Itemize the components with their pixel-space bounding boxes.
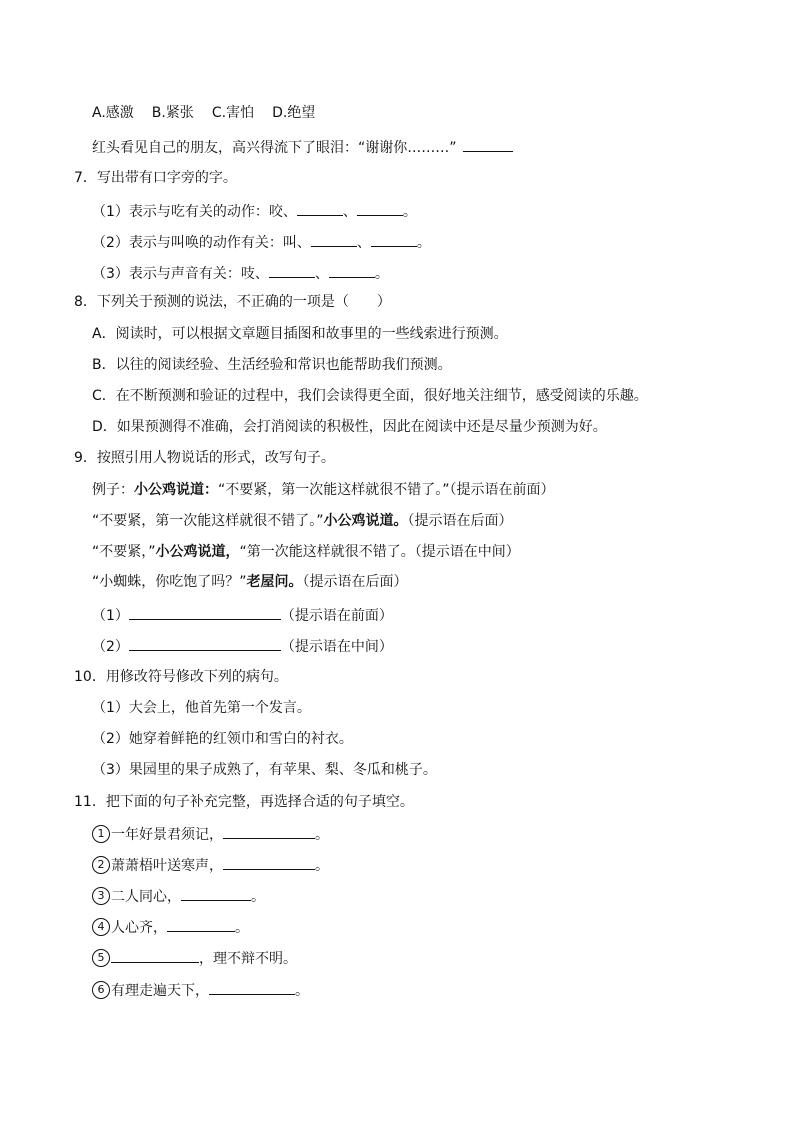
q11-item-6 [92, 980, 309, 1000]
q8-option-b: B．以往的阅读经验、生活经验和常识也能帮助我们预测。 [92, 357, 452, 373]
q9-example-1 [92, 481, 555, 499]
q7-item-2-blank-b[interactable] [371, 232, 417, 247]
q9-ans1-blank[interactable] [129, 605, 281, 620]
q8-title: 8．下列关于预测的说法，不正确的一项是（ ） [74, 294, 391, 310]
q11-item-3-after: 。 [251, 889, 265, 905]
q7-item-1 [92, 201, 417, 221]
q9-ex4-quote: “小蜘蛛，你吃饱了吗？” [92, 574, 247, 590]
q11-title: 11．把下面的句子补充完整，再选择合适的句子填空。 [74, 794, 414, 810]
q11-item-4-before: 人心齐， [111, 920, 167, 936]
q11-item-5-blank[interactable] [111, 948, 199, 963]
q6-option-d: D.绝望 [272, 105, 316, 121]
q7-item-1-prefix: （1）表示与吃有关的动作：咬、 [92, 204, 297, 220]
circled-number-5: 5 [92, 949, 110, 967]
q7-item-2-blank-a[interactable] [311, 232, 357, 247]
q11-item-1 [92, 824, 329, 844]
q11-item-3 [92, 886, 265, 906]
q9-example-2 [92, 512, 513, 530]
q6-option-b: B.紧张 [151, 105, 194, 121]
q7-item-3-blank-b[interactable] [329, 263, 375, 278]
q7-item-3-sep: 、 [314, 266, 329, 282]
q9-example-label: 例子： [92, 482, 134, 498]
q9-ex2-hint: （提示语在后面） [407, 513, 513, 529]
q9-ex3-quote1: “不要紧，” [92, 544, 156, 560]
q7-item-1-blank-a[interactable] [297, 201, 343, 216]
q11-item-1-blank[interactable] [223, 824, 315, 839]
q11-item-5-after: ，理不辩不明。 [199, 951, 297, 967]
q8-option-d: D．如果预测得不准确，会打消阅读的积极性，因此在阅读中还是尽量少预测为好。 [92, 419, 607, 435]
q9-ex3-speaker: 小公鸡说道， [155, 544, 240, 560]
q9-answer-1 [92, 605, 393, 625]
q11-item-4-after: 。 [235, 920, 249, 936]
q7-title: 7．写出带有口字旁的字。 [74, 170, 237, 186]
q9-answer-2 [92, 636, 393, 656]
circled-number-3: 3 [92, 887, 110, 905]
q7-item-2-sep: 、 [356, 235, 371, 251]
q7-item-2-end: 。 [416, 235, 431, 251]
q9-ans2-blank[interactable] [129, 636, 281, 651]
q10-item-2: （2）她穿着鲜艳的红领巾和雪白的衬衣。 [92, 731, 353, 747]
q6-sentence: 红头看见自己的朋友，高兴得流下了眼泪：“谢谢你………” [92, 140, 457, 156]
q7-item-2 [92, 232, 431, 252]
q11-item-2-after: 。 [315, 858, 329, 874]
q7-item-3-blank-a[interactable] [269, 263, 315, 278]
circled-number-4: 4 [92, 918, 110, 936]
q9-ex1-rest: “不要紧，第一次能这样就很不错了。”（提示语在前面） [218, 482, 555, 498]
circled-number-1: 1 [92, 825, 110, 843]
q6-option-a: A.感激 [92, 105, 134, 121]
q11-item-3-blank[interactable] [181, 886, 251, 901]
q6-sentence-line [92, 137, 513, 157]
q11-item-3-before: 二人同心， [111, 889, 181, 905]
q7-item-3 [92, 263, 389, 283]
q11-item-6-before: 有理走遍天下， [111, 983, 209, 999]
q6-answer-blank[interactable] [463, 137, 513, 152]
q8-option-c: C．在不断预测和验证的过程中，我们会读得更全面，很好地关注细节，感受阅读的乐趣。 [92, 388, 648, 404]
q6-option-c: C.害怕 [211, 105, 255, 121]
q11-item-6-after: 。 [295, 983, 309, 999]
q9-ans2-label: （2） [92, 639, 129, 655]
q8-option-a: A．阅读时，可以根据文章题目插图和故事里的一些线索进行预测。 [92, 326, 508, 342]
q9-ex4-speaker: 老屋问。 [246, 574, 303, 590]
q10-item-1: （1）大会上，他首先第一个发言。 [92, 700, 311, 716]
q7-item-1-sep: 、 [342, 204, 357, 220]
q7-item-1-end: 。 [402, 204, 417, 220]
q9-ex1-speaker: 小公鸡说道： [134, 482, 218, 498]
q11-item-2-before: 萧萧梧叶送寒声， [111, 858, 223, 874]
q11-item-2 [92, 855, 329, 875]
q11-item-1-before: 一年好景君须记， [111, 827, 223, 843]
q10-item-3: （3）果园里的果子成熟了，有苹果、梨、冬瓜和桃子。 [92, 762, 437, 778]
q6-options [92, 104, 315, 122]
q9-ans2-hint: （提示语在中间） [280, 639, 393, 655]
q11-item-2-blank[interactable] [223, 855, 315, 870]
q7-item-3-prefix: （3）表示与声音有关：吱、 [92, 266, 269, 282]
q7-item-3-end: 。 [374, 266, 389, 282]
q11-item-4-blank[interactable] [167, 917, 235, 932]
q9-example-4 [92, 573, 408, 591]
q7-item-2-prefix: （2）表示与叫唤的动作有关：叫、 [92, 235, 311, 251]
circled-number-6: 6 [92, 981, 110, 999]
q9-ex3-quote2: “第一次能这样就很不错了。（提示语在中间） [239, 544, 520, 560]
q11-item-5 [92, 948, 297, 968]
q11-item-4 [92, 917, 249, 937]
q11-item-1-after: 。 [315, 827, 329, 843]
q9-ans1-hint: （提示语在前面） [280, 608, 393, 624]
q11-item-6-blank[interactable] [209, 980, 295, 995]
q9-example-3 [92, 543, 520, 561]
circled-number-2: 2 [92, 856, 110, 874]
q9-title: 9．按照引用人物说话的形式，改写句子。 [74, 450, 335, 466]
q10-title: 10．用修改符号修改下列的病句。 [74, 669, 288, 685]
q9-ex4-hint: （提示语在后面） [302, 574, 408, 590]
q9-ex2-quote: “不要紧，第一次能这样就很不错了。” [92, 513, 324, 529]
q9-ans1-label: （1） [92, 608, 129, 624]
q7-item-1-blank-b[interactable] [357, 201, 403, 216]
q9-ex2-speaker: 小公鸡说道。 [323, 513, 408, 529]
